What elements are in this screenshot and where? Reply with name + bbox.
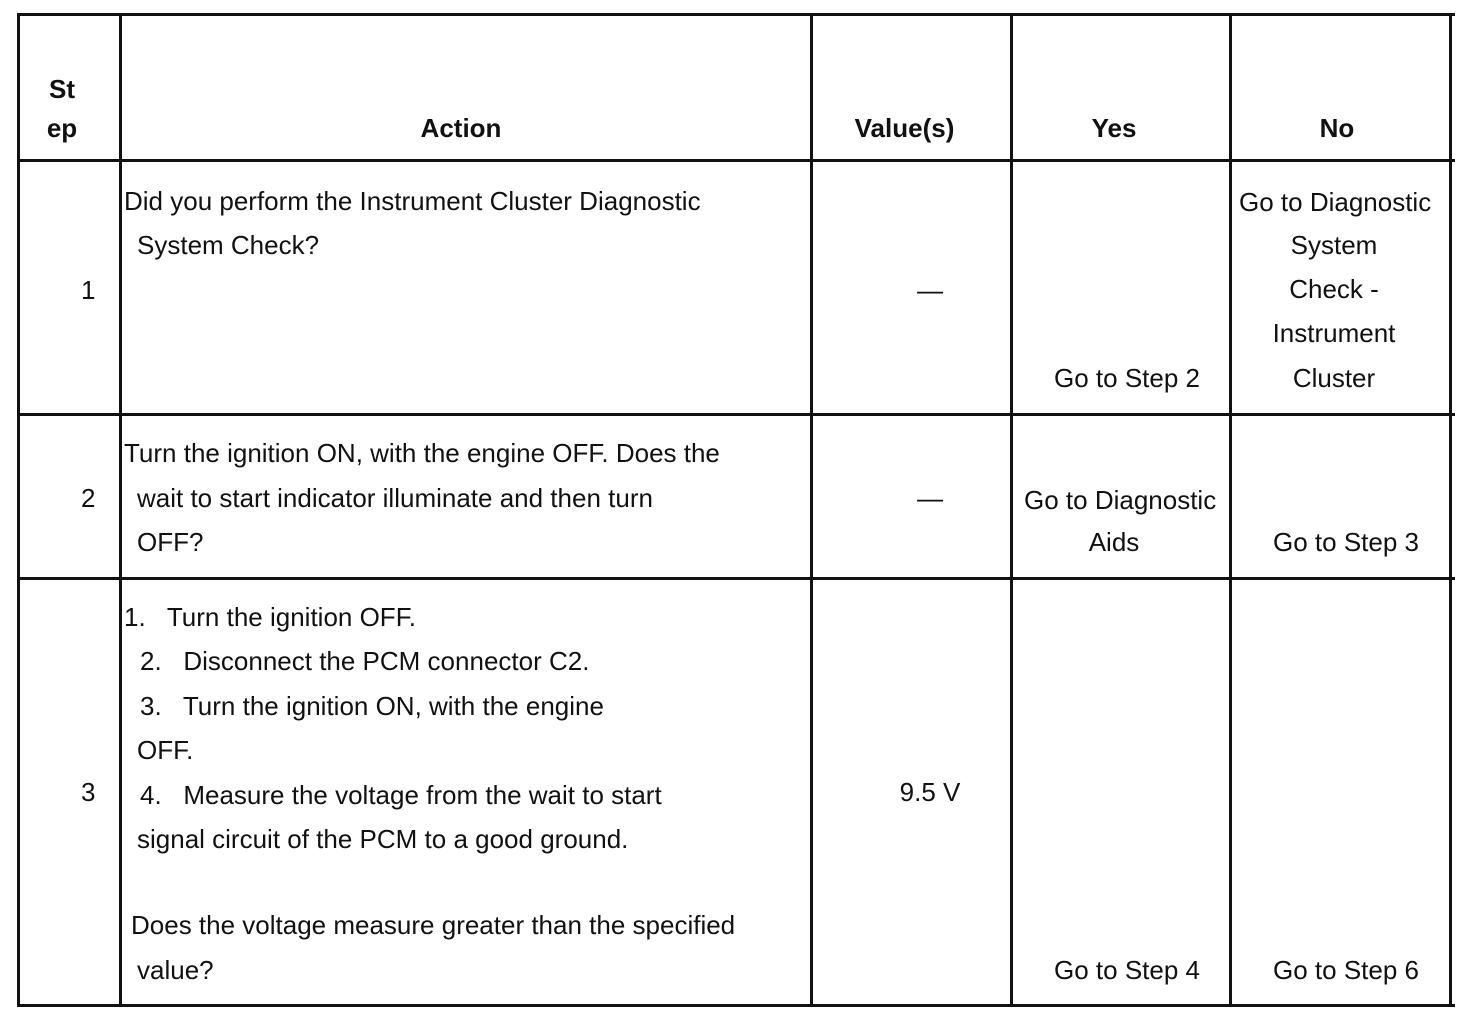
row3-step: 3 bbox=[81, 777, 96, 807]
table-border-right bbox=[1449, 13, 1452, 1007]
header-action: Action bbox=[420, 113, 502, 143]
row3-action-line5: 4. Measure the voltage from the wait to start bbox=[140, 780, 662, 810]
header-no: No bbox=[1319, 113, 1355, 143]
row3-action-line3: 3. Turn the ignition ON, with the engine bbox=[140, 691, 604, 721]
row-divider-1 bbox=[17, 413, 1455, 416]
row3-action-line4: OFF. bbox=[137, 735, 194, 765]
column-divider-action bbox=[810, 13, 813, 1007]
row2-no: Go to Step 3 bbox=[1273, 527, 1419, 557]
row3-action-line7: Does the voltage measure greater than the specified bbox=[131, 910, 736, 940]
row2-yes-line1: Go to Diagnostic bbox=[1024, 485, 1217, 515]
row2-yes-line2: Aids bbox=[1088, 527, 1140, 557]
table-border-bottom bbox=[17, 1004, 1455, 1007]
row3-value: 9.5 V bbox=[899, 777, 961, 807]
row1-step: 1 bbox=[81, 275, 96, 305]
row2-action-line3: OFF? bbox=[137, 527, 204, 557]
row3-action-line1: 1. Turn the ignition OFF. bbox=[124, 602, 416, 632]
row1-value: — bbox=[917, 275, 943, 305]
header-values: Value(s) bbox=[854, 113, 955, 143]
row3-action-line8: value? bbox=[137, 955, 214, 985]
column-divider-yes bbox=[1229, 13, 1232, 1007]
row2-value: — bbox=[917, 483, 943, 513]
header-divider bbox=[17, 159, 1455, 162]
row1-yes: Go to Step 2 bbox=[1054, 363, 1200, 393]
table-border-left bbox=[17, 13, 20, 1007]
row2-action-line1: Turn the ignition ON, with the engine OFF. Does the bbox=[124, 438, 720, 468]
row1-no-line1: Go to Diagnostic bbox=[1239, 187, 1432, 217]
row3-no: Go to Step 6 bbox=[1273, 955, 1419, 985]
row1-action-line1: Did you perform the Instrument Cluster Diagnostic bbox=[124, 186, 701, 216]
row1-no-line4: Instrument bbox=[1272, 318, 1396, 348]
row1-no-line5: Cluster bbox=[1292, 363, 1376, 393]
row1-no-line3: Check - bbox=[1289, 274, 1379, 304]
header-step-line1: St bbox=[49, 74, 75, 104]
row-divider-2 bbox=[17, 577, 1455, 580]
row3-action-line6: signal circuit of the PCM to a good ground. bbox=[137, 824, 629, 854]
row3-action-line2: 2. Disconnect the PCM connector C2. bbox=[140, 646, 590, 676]
row2-step: 2 bbox=[81, 483, 96, 513]
row2-action-line2: wait to start indicator illuminate and then turn bbox=[137, 483, 653, 513]
row3-yes: Go to Step 4 bbox=[1054, 955, 1200, 985]
row1-action-line2: System Check? bbox=[137, 230, 320, 260]
table-border-top bbox=[17, 13, 1455, 16]
header-step-line2: ep bbox=[46, 113, 78, 143]
header-yes: Yes bbox=[1091, 113, 1137, 143]
row1-no-line2: System bbox=[1290, 230, 1378, 260]
column-divider-values bbox=[1010, 13, 1013, 1007]
column-divider-step bbox=[119, 13, 122, 1007]
